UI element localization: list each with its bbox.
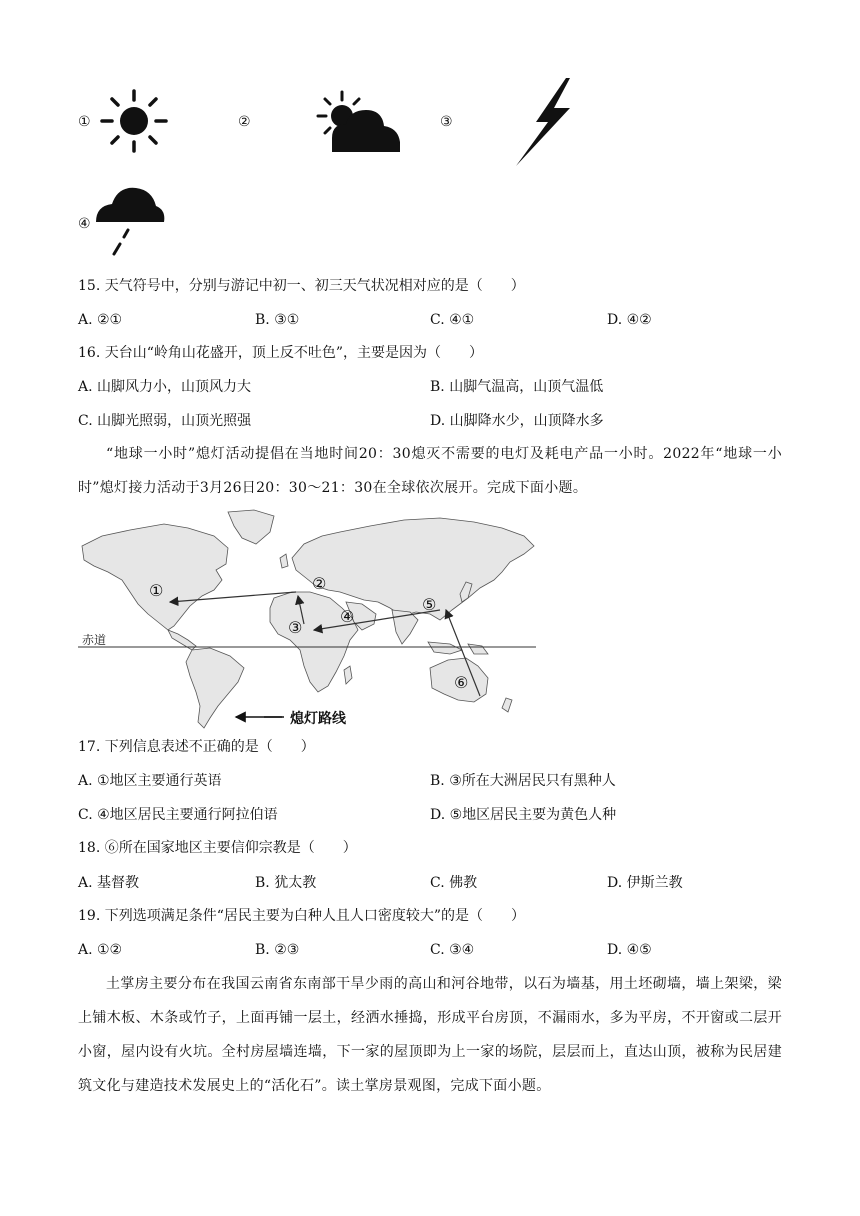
question-18-option-a: A. 基督教 [78, 875, 140, 891]
uk-landmass [280, 554, 288, 568]
question-15-option-b: B. ③① [255, 312, 300, 328]
greenland-landmass [228, 510, 274, 544]
question-16-option-a: A. 山脚风力小，山顶风力大 [78, 379, 252, 395]
question-17-option-b: B. ③所在大洲居民只有黑种人 [430, 773, 616, 789]
north-america-landmass [82, 524, 228, 630]
question-15-option-a: A. ②① [78, 312, 123, 328]
question-15-stem: 15. 天气符号中，分别与游记中初一、初三天气状况相对应的是（ ） [78, 278, 525, 294]
symbol-marker-3: ③ [440, 114, 453, 130]
question-19-option-a: A. ①② [78, 942, 123, 958]
passage-earth-hour: “地球一小时”熄灯活动提倡在当地时间20：30熄灭不需要的电灯及耗电产品一小时。2022年“地球一小时”熄灯接力活动于3月26日20：30～21：30在全球依次展开。完成下面小题。 [78, 446, 782, 496]
question-17-option-d: D. ⑤地区居民主要为黄色人种 [430, 807, 617, 823]
new-zealand-landmass [502, 698, 512, 712]
sun-icon [98, 88, 170, 154]
question-17-stem: 17. 下列信息表述不正确的是（ ） [78, 739, 315, 755]
map-point-1: ① [149, 581, 164, 600]
question-18-option-c: C. 佛教 [430, 875, 478, 891]
symbol-marker-2: ② [238, 114, 251, 130]
question-18-stem: 18. ⑥所在国家地区主要信仰宗教是（ ） [78, 840, 357, 856]
lightning-icon [512, 76, 574, 168]
indonesia-landmass [428, 642, 462, 654]
sun-behind-cloud-icon [312, 88, 402, 154]
question-16-option-b: B. 山脚气温高，山顶气温低 [430, 379, 604, 395]
equator-label: 赤道 [82, 633, 107, 647]
passage-tuzhangfang: 土掌房主要分布在我国云南省东南部干旱少雨的高山和河谷地带，以石为墙基，用土坯砌墙，墙上架梁，梁上铺木板、木条或竹子，上面再铺一层土，经洒水捶捣，形成平台房顶，不漏雨水，多为平房，不开窗或二层开小窗，屋内设有火坑。全村房屋墙连墙，下一家的屋顶即为上一家的场院，层层而上，直达山顶，被称为民居建筑文化与建造技术发展史上的“活化石”。读土掌房景观图，完成下面小题。 [78, 976, 782, 1094]
question-18-option-b: B. 犹太教 [255, 875, 317, 891]
map-point-2: ② [312, 574, 327, 593]
symbol-marker-1: ① [78, 114, 91, 130]
map-point-3: ③ [288, 618, 303, 637]
legend-label: 熄灯路线 [290, 711, 346, 727]
question-15-option-d: D. ④② [607, 312, 652, 328]
question-15-option-c: C. ④① [430, 312, 475, 328]
cloud-rain-icon [94, 184, 166, 260]
new-guinea-landmass [468, 644, 488, 654]
map-point-5: ⑤ [422, 595, 437, 614]
question-19-option-d: D. ④⑤ [607, 942, 652, 958]
map-point-4: ④ [340, 607, 355, 626]
question-16-option-d: D. 山脚降水少，山顶降水多 [430, 413, 604, 429]
question-19-option-c: C. ③④ [430, 942, 475, 958]
question-17-option-a: A. ①地区主要通行英语 [78, 773, 222, 789]
symbol-marker-4: ④ [78, 216, 91, 232]
question-17-option-c: C. ④地区居民主要通行阿拉伯语 [78, 807, 278, 823]
question-16-stem: 16. 天台山“岭角山花盛开，顶上反不吐色”，主要是因为（ ） [78, 345, 484, 361]
world-map [78, 506, 538, 732]
question-19-stem: 19. 下列选项满足条件“居民主要为白种人且人口密度较大”的是（ ） [78, 908, 526, 924]
south-america-landmass [186, 648, 244, 728]
question-19-option-b: B. ②③ [255, 942, 300, 958]
madagascar-landmass [344, 666, 352, 684]
question-18-option-d: D. 伊斯兰教 [607, 875, 683, 891]
question-16-option-c: C. 山脚光照弱，山顶光照强 [78, 413, 252, 429]
map-point-6: ⑥ [454, 673, 469, 692]
